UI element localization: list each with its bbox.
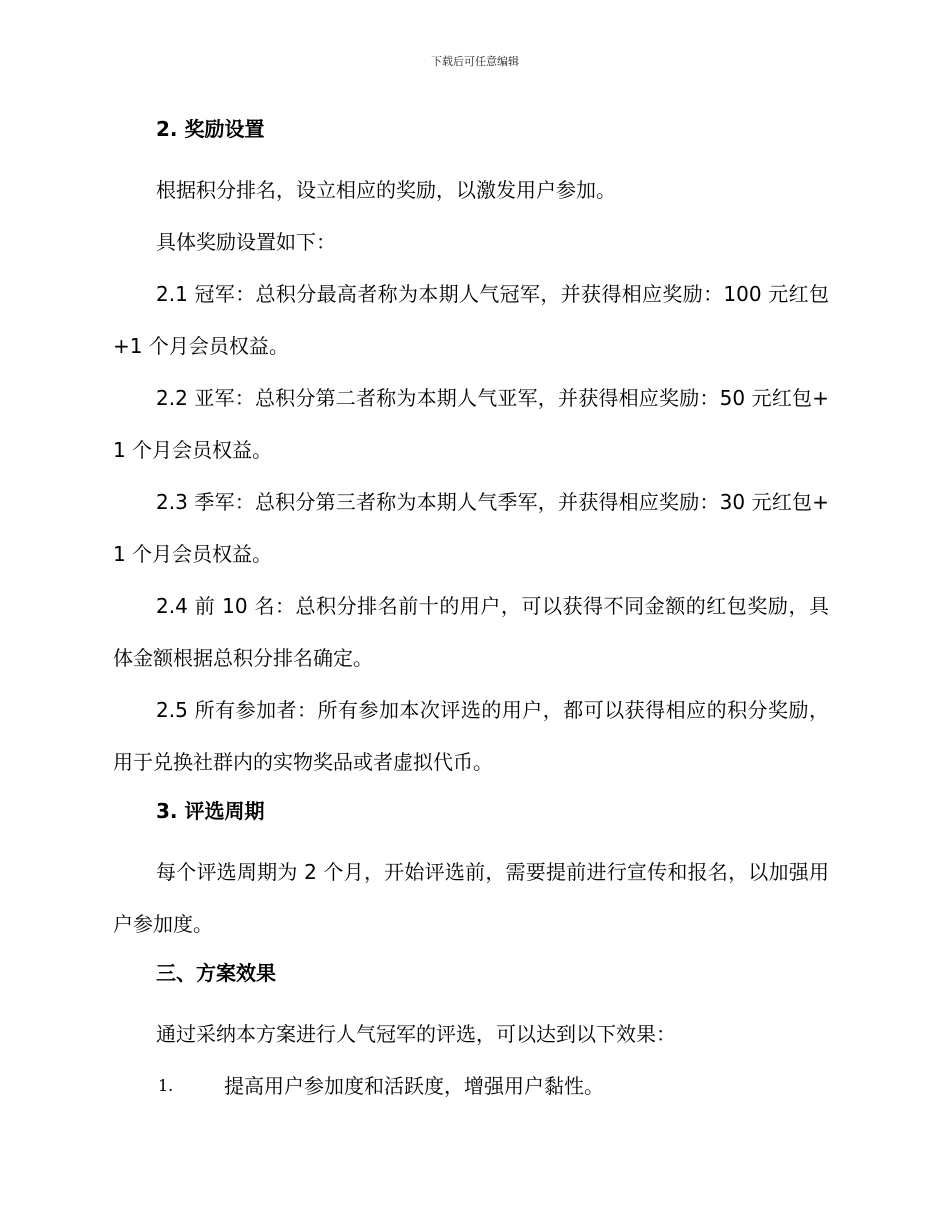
document-body [113,112,829,1112]
rewards-details-lead: 具体奖励设置如下： [156,230,336,254]
reward-item-all-participants: 2.5 所有参加者：所有参加本次评选的用户，都可以获得相应的积分奖励，用于兑换社群内的实物奖品或者虚拟代币。 [113,698,829,774]
reward-item-champion: 2.1 冠军：总积分最高者称为本期人气冠军，并获得相应奖励：100 元红包+1 个月会员权益。 [113,282,829,358]
cycle-paragraph: 每个评选周期为 2 个月，开始评选前，需要提前进行宣传和报名，以加强用户参加度。 [113,860,829,936]
list-item-number: 1. [158,1076,174,1095]
list-item [113,1060,829,1112]
reward-item-top-ten: 2.4 前 10 名：总积分排名前十的用户，可以获得不同金额的红包奖励，具体金额根据总积分排名确定。 [113,594,829,670]
effects-intro-paragraph: 通过采纳本方案进行人气冠军的评选，可以达到以下效果： [156,1022,676,1046]
section-heading-cycle: 3. 评选周期 [156,799,265,823]
list-item-text: 提高用户参加度和活跃度，增强用户黏性。 [224,1074,604,1098]
section-heading-effects: 三、方案效果 [156,961,276,985]
reward-item-runner-up: 2.2 亚军：总积分第二者称为本期人气亚军，并获得相应奖励：50 元红包+1 个月会员权益。 [113,386,829,462]
rewards-intro-paragraph: 根据积分排名，设立相应的奖励，以激发用户参加。 [156,178,616,202]
reward-item-third-place: 2.3 季军：总积分第三者称为本期人气季军，并获得相应奖励：30 元红包+1 个月会员权益。 [113,490,829,566]
section-heading-rewards: 2. 奖励设置 [156,117,265,141]
page-header: 下载后可任意编辑 [431,55,519,68]
